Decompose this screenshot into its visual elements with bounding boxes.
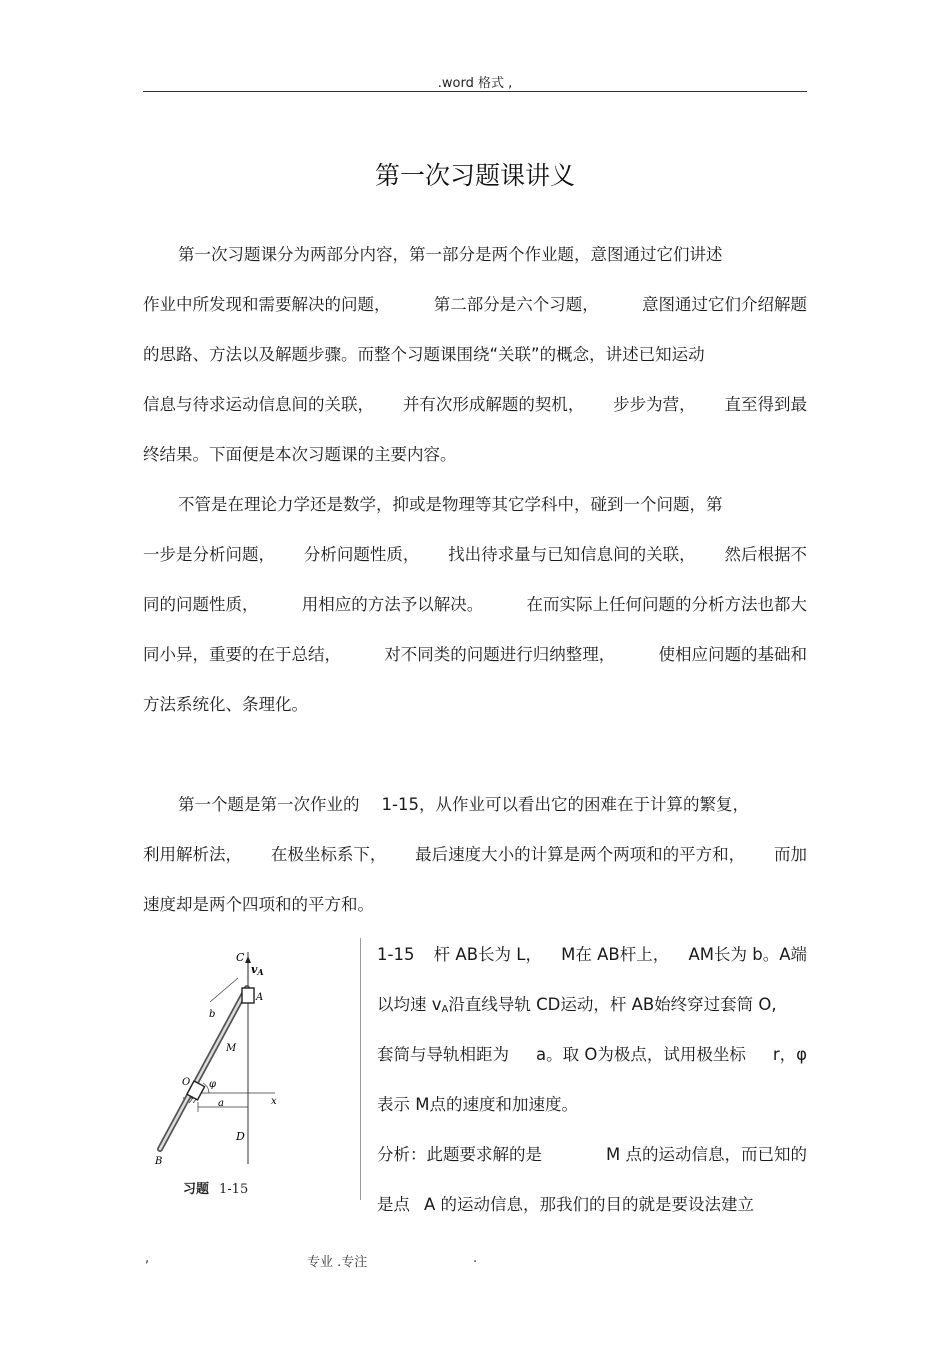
problem-line2 bbox=[377, 993, 807, 1022]
para3-line1 bbox=[178, 793, 778, 817]
text-segment: 意图通过它们介绍解题 bbox=[642, 295, 807, 314]
text-segment: 一步是分析问题， bbox=[143, 545, 275, 564]
header-rule bbox=[143, 91, 807, 92]
para1-line2 bbox=[143, 293, 807, 317]
para1-line5: 终结果。下面便是本次习题课的主要内容。 bbox=[143, 445, 457, 464]
text-segment: AM长为 b。A端 bbox=[688, 945, 807, 964]
text-segment: M在 AB杆上， bbox=[561, 945, 670, 964]
text-segment: 同小异，重要的在于总结， bbox=[143, 645, 341, 664]
column-divider bbox=[360, 938, 361, 1200]
figure-1-15 bbox=[143, 942, 353, 1200]
slider-a bbox=[242, 988, 254, 1003]
footer-center: 专业 .专注 bbox=[307, 1255, 368, 1270]
para2-line5: 方法系统化、条理化。 bbox=[143, 695, 308, 714]
figure-caption: 习题 1-15 bbox=[183, 1182, 249, 1197]
text-segment: 第一个题是第一次作业的 bbox=[178, 795, 360, 814]
text-segment: 以均速 v bbox=[377, 995, 442, 1014]
para3-line3: 速度却是两个四项和的平方和。 bbox=[143, 895, 374, 914]
para2-line3 bbox=[143, 593, 807, 617]
label-a-dim: a bbox=[218, 1098, 224, 1109]
page-title: 第一次习题课讲义 bbox=[374, 161, 575, 190]
label-phi: φ bbox=[209, 1079, 217, 1090]
text-segment: 利用解析法， bbox=[143, 845, 242, 864]
text-segment: 第二部分是六个习题， bbox=[433, 295, 599, 314]
text-segment: 信息与待求运动信息间的关联， bbox=[143, 395, 374, 414]
para1-line1: 第一次习题课分为两部分内容，第一部分是两个作业题，意图通过它们讲述 bbox=[178, 245, 723, 264]
text-segment: 并有次形成解题的契机， bbox=[402, 395, 585, 414]
problem-line6 bbox=[377, 1193, 807, 1217]
label-d: D bbox=[236, 1130, 245, 1143]
para3-line2 bbox=[143, 843, 807, 867]
text-segment: 在而实际上任何问题的分析方法也都大 bbox=[526, 595, 807, 614]
footer-left: , bbox=[145, 1251, 150, 1266]
text-segment: A 的运动信息，那我们的目的就是要设法建立 bbox=[424, 1195, 755, 1214]
text-segment: 同的问题性质， bbox=[143, 595, 259, 614]
text-segment: 是点 bbox=[377, 1195, 410, 1214]
text-segment: 最后速度大小的计算是两个两项和的平方和， bbox=[415, 845, 746, 864]
text-segment: M 点的运动信息，而已知的 bbox=[606, 1145, 807, 1164]
label-x: x bbox=[271, 1096, 277, 1107]
label-c: C bbox=[236, 951, 245, 964]
label-b-dim: b bbox=[209, 1009, 216, 1020]
problem-line1 bbox=[377, 943, 807, 967]
text-segment: 1-15 bbox=[377, 945, 415, 964]
text-segment: 1-15，从作业可以看出它的困难在于计算的繁复， bbox=[381, 795, 749, 814]
text-segment: 然后根据不 bbox=[724, 545, 807, 564]
text-segment: r，φ bbox=[772, 1045, 807, 1064]
rod-ab-highlight bbox=[160, 988, 247, 1149]
text-segment: 套筒与导轨相距为 bbox=[377, 1045, 509, 1064]
text-segment: 找出待求量与已知信息间的关联， bbox=[448, 545, 696, 564]
text-segment: 使相应问题的基础和 bbox=[658, 645, 807, 664]
para2-line2 bbox=[143, 543, 807, 567]
text-segment: 作业中所发现和需要解决的问题， bbox=[143, 295, 391, 314]
dim-b-line bbox=[210, 978, 238, 1002]
para2-line4 bbox=[143, 643, 807, 667]
text-segment: 而加 bbox=[773, 845, 807, 864]
label-a: A bbox=[256, 992, 264, 1003]
problem-line4: 表示 M点的速度和加速度。 bbox=[377, 1095, 578, 1114]
text-segment: 用相应的方法予以解决。 bbox=[301, 595, 484, 614]
problem-line5 bbox=[377, 1143, 807, 1167]
text-segment: 杆 AB长为 L， bbox=[433, 945, 542, 964]
problem-line3 bbox=[377, 1043, 807, 1067]
text-segment: 分析问题性质， bbox=[303, 545, 420, 564]
text-segment: a。取 O为极点，试用极坐标 bbox=[535, 1045, 746, 1064]
label-o: O bbox=[182, 1077, 191, 1088]
label-va: vA bbox=[251, 963, 264, 977]
text-segment: 直至得到最 bbox=[724, 395, 807, 414]
header-text: .word 格式 , bbox=[437, 76, 513, 91]
para1-line4 bbox=[143, 393, 807, 417]
text-segment: 对不同类的问题进行归纳整理， bbox=[384, 645, 616, 664]
label-m: M bbox=[226, 1043, 237, 1054]
velocity-arrowhead bbox=[245, 956, 251, 963]
text-segment: 在极坐标系下， bbox=[270, 845, 387, 864]
para2-line1: 不管是在理论力学还是数学，抑或是物理等其它学科中，碰到一个问题，第 bbox=[178, 495, 723, 514]
para1-line3: 的思路、方法以及解题步骤。而整个习题课围绕“关联”的概念，讲述已知运动 bbox=[143, 345, 705, 364]
text-segment: 分析：此题要求解的是 bbox=[377, 1145, 542, 1164]
footer-right: . bbox=[473, 1251, 478, 1266]
text-segment: 步步为营， bbox=[613, 395, 696, 414]
label-b: B bbox=[155, 1156, 163, 1167]
subscript: A bbox=[441, 1004, 449, 1015]
text-segment: 沿直线导轨 CD运动，杆 AB始终穿过套筒 O, bbox=[448, 995, 777, 1014]
